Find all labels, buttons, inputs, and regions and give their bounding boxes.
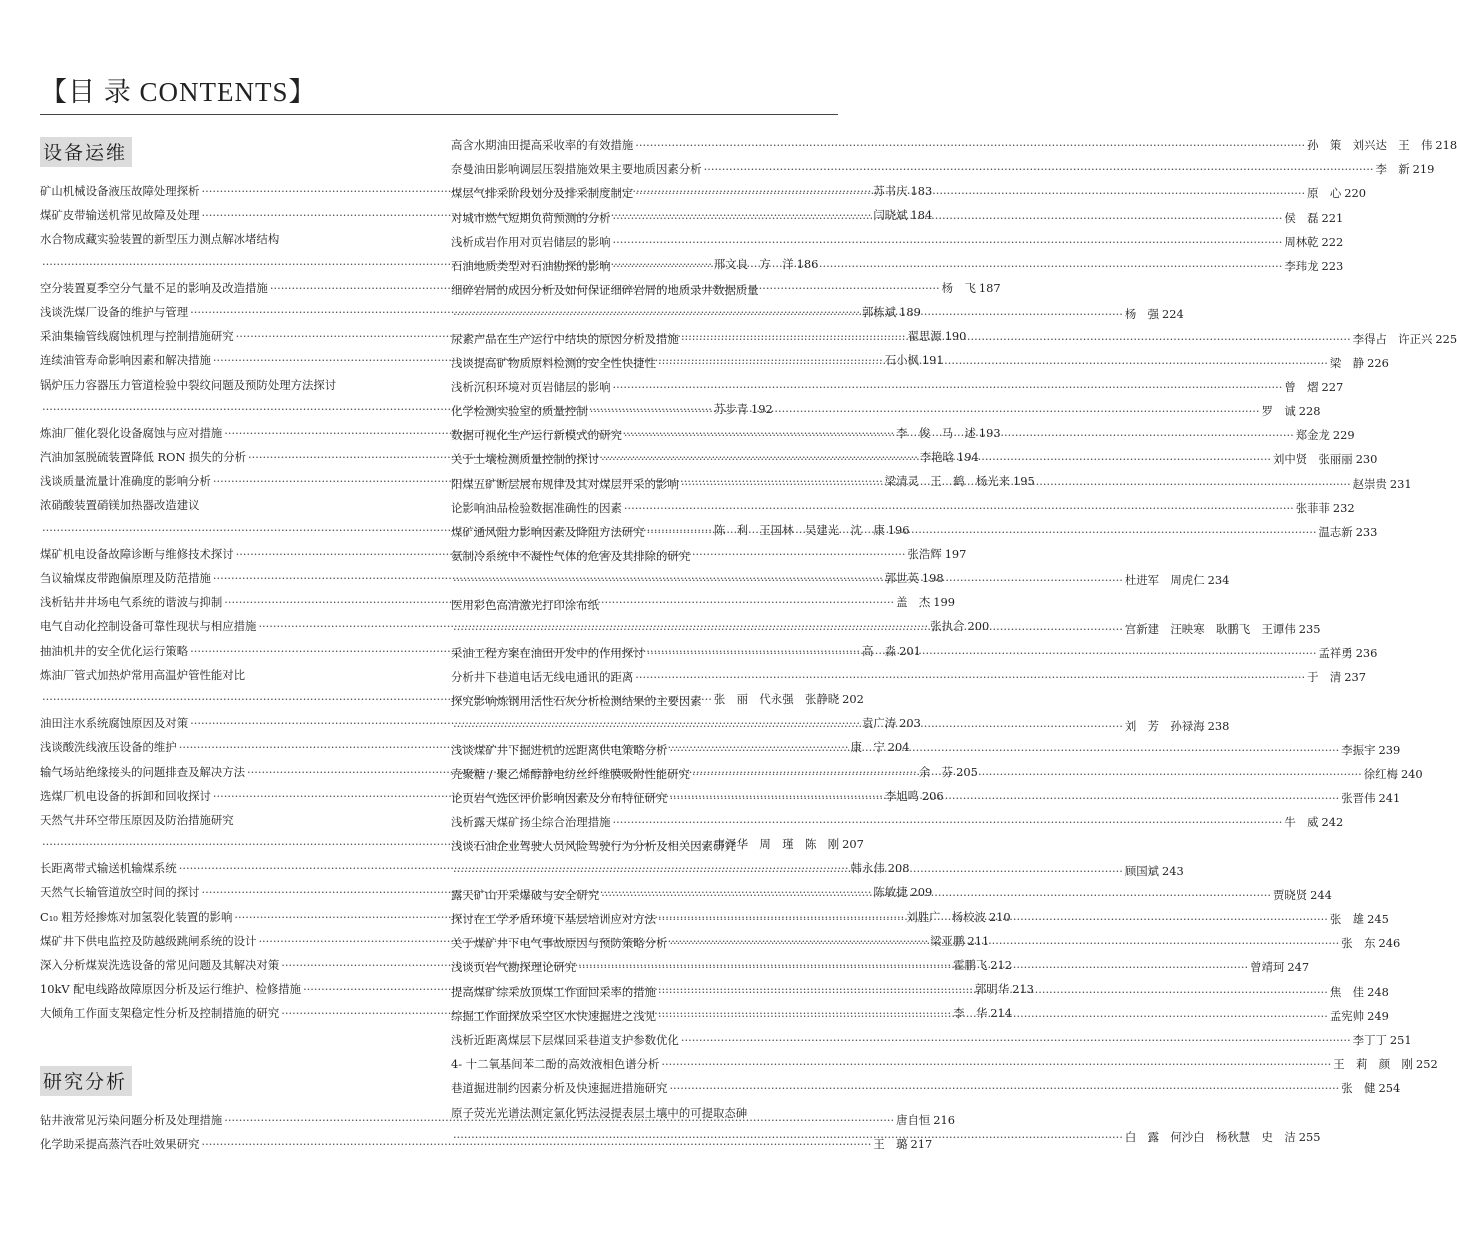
toc-entry-authors: 于 清: [1307, 670, 1342, 685]
toc-entry-authors: 李玮龙: [1284, 258, 1319, 273]
toc-entry-authors: 刘胜广 杨校波: [906, 909, 986, 924]
toc-entry-page: 236: [1355, 645, 1378, 660]
toc-entry-authors: 李得占 许正兴: [1352, 331, 1433, 346]
toc-entry-page: 235: [1298, 621, 1321, 636]
toc-entry-page: 208: [887, 861, 910, 876]
toc-entry-title: 采油工程方案在油田开发中的作用探讨: [451, 645, 645, 660]
toc-entry[interactable]: [451, 1028, 1412, 1052]
toc-entry-page: 201: [899, 643, 921, 658]
toc-entry-title: 高含水期油田提高采收率的有效措施: [451, 138, 634, 152]
toc-entry-page: 214: [990, 1006, 1012, 1021]
toc-entry-authors: 温志新: [1318, 525, 1353, 539]
dot-leader: [601, 883, 1271, 907]
toc-entry-title: 浅谈洗煤厂设备的维护与管理: [40, 304, 189, 319]
toc-entry-page: 246: [1378, 936, 1401, 951]
toc-entry-page: 249: [1367, 1008, 1389, 1023]
toc-entry-title: 浅析钻井井场电气系统的谐波与抑制: [40, 595, 223, 610]
dot-leader: [601, 447, 1271, 471]
toc-entry[interactable]: [451, 496, 1355, 520]
toc-entry-title: 探讨在工学矛盾环境下基层培训应对方法: [451, 912, 657, 926]
toc-entry-page: 228: [1298, 404, 1321, 419]
toc-entry[interactable]: [40, 856, 910, 880]
toc-entry-authors: 苏书庆: [873, 184, 908, 198]
toc-entry-authors: 郑金龙: [1295, 428, 1330, 443]
toc-entry-title: 连续油管寿命影响因素和解决措施: [40, 353, 211, 368]
toc-entry-authors: 李 华: [953, 1006, 988, 1021]
toc-entry-title: 深入分析煤炭洗选设备的常见问题及其解决对策: [40, 958, 280, 972]
toc-entry-title: 氨制冷系统中不凝性气体的危害及其排除的研究: [451, 549, 691, 564]
dot-leader: [453, 714, 1123, 738]
toc-entry-title: 抽油机井的安全优化运行策略: [40, 643, 189, 658]
toc-entry-title: 水合物成藏实验装置的新型压力测点解冰堵结构: [40, 232, 280, 247]
dot-leader: [669, 931, 1339, 955]
toc-entry-authors: 韦泽华 周 瑾 陈 刚: [713, 837, 840, 852]
toc-entry-page: 192: [751, 401, 773, 416]
toc-entry-page: 222: [1321, 234, 1344, 249]
toc-entry-page: 210: [988, 909, 1011, 924]
toc-entry-authors: 梁 静: [1329, 355, 1365, 370]
toc-entry-title: 浓硝酸装置硝镁加热器改造建议: [40, 498, 200, 513]
toc-entry-authors: 孙 策 刘兴达 王 伟: [1307, 138, 1433, 152]
toc-entry-page: 245: [1367, 912, 1389, 926]
toc-entry[interactable]: [40, 1132, 933, 1156]
toc-entry-authors: 焦 佳: [1329, 984, 1365, 999]
toc-entry-page: 238: [1207, 718, 1230, 733]
toc-entry-authors: 徐红梅: [1363, 766, 1398, 781]
dot-leader: [658, 980, 1328, 1004]
toc-entry-page: 237: [1344, 670, 1367, 685]
toc-entry[interactable]: [451, 254, 1344, 278]
toc-entry-authors: 霍鹏飞: [953, 958, 988, 972]
dot-leader: [635, 181, 1305, 205]
section-heading-research: 研究分析: [40, 1066, 132, 1096]
dot-leader: [624, 423, 1294, 447]
toc-entry-page: 252: [1415, 1057, 1438, 1072]
toc-entry-page: 199: [933, 595, 956, 610]
toc-entry-page: 203: [899, 716, 921, 731]
toc-entry-title: 长距离带式输送机输煤系统: [40, 861, 177, 876]
toc-entry-authors: 杨 强: [1124, 307, 1160, 322]
toc-entry-authors: 曾 熠: [1284, 379, 1319, 394]
toc-entry-page: 212: [990, 958, 1012, 972]
toc-entry-page: 191: [921, 353, 944, 368]
toc-entry-page: 241: [1378, 791, 1401, 806]
dot-leader: [647, 641, 1317, 665]
toc-entry-title: 阳煤五矿断层展布规律及其对煤层开采的影响: [451, 476, 679, 491]
toc-entry[interactable]: [40, 711, 921, 735]
toc-entry-authors: 梁清灵 王 鹤 杨光来: [884, 474, 1011, 489]
toc-entry-title: 浅谈石油企业驾驶人员风险驾驶行为分析及相关因素研究: [451, 839, 736, 854]
dot-leader: [612, 375, 1282, 399]
toc-entry-page: 226: [1367, 355, 1389, 370]
toc-entry-authors: 曾靖珂: [1250, 960, 1285, 975]
toc-entry-title: 浅析露天煤矿扬尘综合治理措施: [451, 815, 611, 830]
dot-leader: [681, 1028, 1351, 1052]
toc-entry-page: 248: [1367, 984, 1389, 999]
toc-entry-title: 浅谈煤矿井下掘进机的远距离供电策略分析: [451, 742, 668, 757]
toc-entry-title: 巷道掘进制约因素分析及快速掘进措施研究: [451, 1081, 668, 1096]
toc-entry-title: 浅谈提高矿物质原料检测的安全性快捷性: [451, 355, 657, 370]
toc-entry-title: 天然气井环空带压原因及防治措施研究: [40, 812, 234, 827]
toc-entry-title: 奈曼油田影响调层压裂措施效果主要地质因素分析: [451, 162, 702, 177]
toc-entry-authors: 高 淼: [861, 643, 897, 658]
toc-entry-title: 露天矿山开采爆破与安全研究: [451, 887, 600, 902]
toc-entry-authors: 孟宪帅: [1329, 1008, 1365, 1023]
toc-entry-page: 196: [887, 522, 910, 537]
toc-entry-title: 浅谈酸洗线液压设备的维护: [40, 740, 177, 755]
toc-entry-page: 227: [1321, 379, 1344, 394]
toc-entry[interactable]: [451, 230, 1344, 254]
toc-entry-page: 200: [967, 619, 990, 634]
toc-entry-title: 浅谈质量流量计准确度的影响分析: [40, 474, 211, 489]
toc-entry-authors: 刘中贤 张丽丽: [1272, 452, 1353, 467]
toc-entry-authors: 李 俊 马 述: [896, 425, 976, 440]
toc-entry-page: 255: [1298, 1129, 1321, 1144]
title-rule: [40, 114, 838, 115]
toc-entry-title: 关于煤矿井下电气事故原因与预防策略分析: [451, 936, 668, 951]
toc-entry-page: 224: [1162, 307, 1184, 322]
toc-entry-title: 电气自动化控制设备可靠性现状与相应措施: [40, 619, 257, 634]
toc-entry-page: 234: [1207, 573, 1230, 588]
toc-entry-authors: 罗 诚: [1261, 404, 1296, 419]
toc-entry-authors: 张浩辉: [907, 546, 942, 561]
toc-entry-authors: 陈敏捷: [873, 885, 908, 900]
toc-entry-authors: 刘 芳 孙禄海: [1124, 718, 1205, 733]
toc-entry-authors: 康 宁: [850, 740, 885, 755]
toc-entry-title: 炼油厂管式加热炉常用高温炉管性能对比: [40, 667, 246, 682]
toc-entry-page: 187: [978, 280, 1001, 295]
toc-entry-title: 化学助采提高蒸汽吞吐效果研究: [40, 1136, 200, 1151]
toc-entry-page: 209: [910, 885, 933, 900]
toc-entry-authors: 陈 利 王国林 吴建光 沈 康: [713, 522, 885, 537]
dot-leader: [612, 810, 1282, 834]
toc-entry-title: 壳聚糖 / 聚乙烯醇静电纺丝纤维膜吸附性能研究: [451, 766, 690, 781]
toc-entry-page: 239: [1378, 742, 1401, 757]
toc-entry-authors: 原 心: [1307, 186, 1342, 201]
toc-entry-page: 197: [944, 546, 967, 561]
toc-entry-title: 空分装置夏季空分气量不足的影响及改造措施: [40, 280, 268, 295]
toc-entry-authors: 李振宇: [1341, 742, 1376, 757]
toc-entry-authors: 张执合: [930, 619, 965, 634]
toc-entry-title: 选煤厂机电设备的拆卸和回收探讨: [40, 788, 211, 803]
toc-entry-authors: 郭世英: [884, 571, 919, 585]
dot-leader: [453, 568, 1123, 592]
toc-entry-page: 184: [910, 208, 933, 223]
toc-entry-page: 195: [1013, 474, 1035, 489]
toc-entry-authors: 宫新建 汪映寒 耿鹏飞 王谭伟: [1124, 621, 1296, 636]
toc-entry-page: 211: [967, 933, 990, 948]
toc-entry-authors: 余 芬: [918, 764, 954, 779]
toc-entry-title: 炼油厂催化裂化设备腐蚀与应对措施: [40, 425, 223, 440]
toc-entry-page: 229: [1332, 428, 1355, 443]
toc-entry[interactable]: [451, 157, 1435, 181]
toc-entry-authors: 杨 飞: [941, 280, 976, 295]
toc-entry-page: 231: [1389, 476, 1412, 491]
toc-entry-authors: 郭栋斌: [861, 304, 897, 319]
dot-leader: [669, 738, 1339, 762]
dot-leader: [635, 133, 1305, 157]
toc-entry-title: 原子荧光光谱法测定氯化钙法浸提表层土壤中的可提取态砷: [451, 1105, 748, 1120]
dot-leader: [612, 230, 1282, 254]
toc-entry-title: 煤矿皮带输送机常见故障及处理: [40, 208, 200, 223]
toc-entry[interactable]: [451, 665, 1367, 689]
toc-entry-authors: 周林乾: [1284, 234, 1319, 249]
toc-entry-title: 煤矿机电设备故障诊断与维修技术探讨: [40, 546, 234, 561]
toc-entry-authors: 唐自恒: [896, 1112, 931, 1127]
toc-entry-authors: 贾晓贤: [1272, 887, 1308, 902]
toc-entry-page: 251: [1389, 1032, 1412, 1047]
toc-entry-authors: 梁亚鹏: [930, 933, 965, 948]
dot-leader: [590, 399, 1260, 423]
toc-entry-title: 尿素产品在生产运行中结块的原因分析及措施: [451, 331, 679, 346]
toc-entry-authors: 孟祥勇: [1318, 645, 1353, 660]
toc-entry-title: 锅炉压力容器压力管道检验中裂纹问题及预防处理方法探讨: [40, 377, 337, 392]
toc-entry-page: 254: [1378, 1081, 1401, 1096]
toc-entry-authors: 王 璐: [873, 1136, 908, 1151]
toc-entry-authors: 张 丽 代永强 张静晓: [713, 691, 840, 706]
dot-leader: [669, 1076, 1339, 1100]
toc-entry-authors: 张 东: [1341, 936, 1376, 951]
dot-leader: [681, 327, 1351, 351]
toc-entry-page: 233: [1355, 525, 1378, 539]
toc-entry-page: 247: [1287, 960, 1310, 975]
toc-entry-authors: 张 健: [1341, 1081, 1376, 1096]
toc-entry-title: 采油集输管线腐蚀机理与控制措施研究: [40, 329, 234, 344]
toc-entry-title: 油田注水系统腐蚀原因及对策: [40, 716, 189, 731]
toc-entry-title: 汽油加氢脱硫装置降低 RON 损失的分析: [40, 450, 246, 465]
dot-leader: [453, 859, 1123, 883]
dot-leader: [453, 617, 1123, 641]
toc-entry-title: 大倾角工作面支架稳定性分析及控制措施的研究: [40, 1006, 280, 1021]
toc-entry-title: C₁₀ 粗芳烃掺炼对加氢裂化装置的影响: [40, 909, 233, 924]
toc-entry-authors: 郭明华: [974, 982, 1010, 997]
toc-entry-page: 183: [910, 184, 933, 198]
toc-entry-title: 输气场站绝缘接头的问题排查及解决方法: [40, 764, 246, 779]
dot-leader: [635, 665, 1305, 689]
toc-entry-authors: 闫晓斌: [873, 208, 908, 223]
toc-entry-title: 提高煤矿综采放顶煤工作面回采率的措施: [451, 984, 657, 999]
toc-entry-title: 浅析近距离煤层下层煤回采巷道支护参数优化: [451, 1032, 679, 1047]
dot-leader: [612, 206, 1282, 230]
toc-entry-title: 煤层气排采阶段划分及排采制度制定: [451, 186, 634, 201]
toc-entry-authors: 侯 磊: [1284, 210, 1319, 225]
toc-entry-authors: 张 雄: [1329, 912, 1365, 926]
dot-leader: [453, 1125, 1123, 1149]
toc-entry-page: 193: [978, 425, 1001, 440]
toc-entry-page: 207: [842, 837, 864, 852]
toc-entry-authors: 张菲菲: [1295, 500, 1330, 515]
toc-entry-authors: 李丁丁: [1352, 1032, 1387, 1047]
toc-entry-page: 202: [842, 691, 864, 706]
toc-entry-title: 浅析成岩作用对页岩储层的影响: [451, 234, 611, 249]
toc-entry-title: 矿山机械设备液压故障处理探析: [40, 184, 200, 198]
toc-entry-title: 综掘工作面探放采空区水快速掘进之浅见: [451, 1008, 657, 1023]
toc-entry-title: 对城市燃气短期负荷预测的分析: [451, 210, 611, 225]
toc-entry-title: 石油地质类型对石油勘探的影响: [451, 258, 611, 273]
toc-entry-authors: 赵崇贵: [1352, 476, 1387, 491]
toc-entry-title: 天然气长输管道放空时间的探讨: [40, 885, 200, 900]
toc-entry-page: 204: [887, 740, 910, 755]
toc-entry-page: 190: [944, 329, 967, 344]
toc-entry-page: 240: [1400, 766, 1423, 781]
toc-entry-page: 218: [1435, 138, 1457, 152]
toc-entry-page: 186: [796, 256, 819, 271]
toc-entry-page: 242: [1321, 815, 1344, 830]
toc-entry[interactable]: [451, 1076, 1401, 1100]
toc-entry-authors: 李艳晗: [919, 450, 955, 465]
toc-entry-title: 探究影响炼钢用活性石灰分析检测结果的主要因素: [451, 694, 702, 709]
toc-entry-authors: 邢文良 方 洋: [713, 256, 794, 271]
toc-entry[interactable]: [40, 614, 990, 638]
dot-leader: [453, 302, 1123, 326]
toc-entry-authors: 石小枫: [884, 353, 919, 368]
toc-entry-authors: 李 新: [1375, 162, 1410, 177]
toc-entry-page: 194: [957, 450, 979, 465]
toc-entry[interactable]: [40, 300, 921, 324]
toc-entry-authors: 顾国斌: [1124, 863, 1160, 878]
section-heading-operations: 设备运维: [40, 137, 132, 167]
dot-leader: [647, 520, 1317, 544]
toc-entry-page: 219: [1412, 162, 1435, 177]
toc-entry-title: 刍议输煤皮带跑偏原理及防范措施: [40, 571, 211, 585]
toc-entry-title: 浅析沉积环境对页岩储层的影响: [451, 379, 611, 394]
toc-entry[interactable]: [451, 399, 1321, 423]
toc-entry-authors: 盖 杰: [896, 595, 931, 610]
dot-leader: [661, 1052, 1331, 1076]
toc-entry[interactable]: [451, 133, 1457, 157]
toc-entry-title: 分析井下巷道电话无线电通讯的距离: [451, 670, 634, 685]
toc-entry-authors: 王 莉 颜 刚: [1333, 1057, 1413, 1072]
toc-entry-page: 220: [1344, 186, 1367, 201]
toc-entry-authors: 杜进军 周虎仁: [1124, 573, 1205, 588]
toc-entry-title: 医用彩色高清激光打印涂布纸: [451, 597, 600, 612]
toc-entry-authors: 苏步青: [713, 401, 749, 416]
dot-leader: [658, 1004, 1328, 1028]
toc-entry-authors: 牛 威: [1284, 815, 1319, 830]
toc-entry-authors: 张晋伟: [1341, 791, 1376, 806]
toc-entry-title: 浅谈页岩气勘探理论研究: [451, 960, 577, 975]
toc-entry-title: 4- 十二氧基间苯二酚的高效液相色谱分析: [451, 1057, 660, 1072]
page-title: 【目 录 CONTENTS】: [40, 77, 317, 107]
toc-entry-title: 数据可视化生产运行新模式的研究: [451, 428, 622, 443]
toc-entry[interactable]: [451, 1052, 1438, 1076]
toc-entry-title: 钻井液常见污染问题分析及处理措施: [40, 1112, 223, 1127]
toc-entry-authors: 韩永伟: [850, 861, 885, 876]
toc-entry-page: 198: [921, 571, 944, 585]
toc-entry-authors: 翟思源: [907, 329, 942, 344]
dot-leader: [658, 907, 1328, 931]
toc-entry-authors: 白 露 何沙白 杨秋慧 史 洁: [1124, 1129, 1296, 1144]
toc-entry-page: 221: [1321, 210, 1344, 225]
dot-leader: [578, 955, 1248, 979]
toc-entry-page: 217: [910, 1136, 933, 1151]
toc-entry-page: 232: [1332, 500, 1355, 515]
toc-entry-page: 213: [1012, 982, 1034, 997]
toc-entry-title: 论页岩气选区评价影响因素及分布特征研究: [451, 791, 668, 806]
toc-entry-page: 243: [1162, 863, 1184, 878]
dot-leader: [624, 496, 1294, 520]
dot-leader: [704, 157, 1374, 181]
dot-leader: [669, 786, 1339, 810]
toc-entry-title: 化学检测实验室的质量控制: [451, 404, 588, 419]
toc-entry-authors: 袁广涛: [861, 716, 897, 731]
toc-entry-page: 225: [1435, 331, 1457, 346]
dot-leader: [692, 762, 1362, 786]
toc-entry-title: 煤矿通风阻力影响因素及降阻方法研究: [451, 525, 645, 539]
toc-entry-page: 244: [1310, 887, 1332, 902]
dot-leader: [681, 472, 1351, 496]
toc-entry-page: 206: [921, 788, 944, 803]
toc-entry-page: 189: [899, 304, 921, 319]
toc-entry-page: 216: [933, 1112, 956, 1127]
toc-entry-page: 223: [1321, 258, 1344, 273]
dot-leader: [612, 254, 1282, 278]
toc-entry-title: 煤矿井下供电监控及防越级跳闸系统的设计: [40, 933, 257, 948]
toc-entry[interactable]: [40, 566, 944, 590]
toc-entry-page: 205: [956, 764, 978, 779]
toc-entry[interactable]: [451, 375, 1344, 399]
dot-leader: [658, 351, 1328, 375]
toc-entry-authors: 李旭鸣: [884, 788, 919, 803]
toc-entry[interactable]: [451, 810, 1344, 834]
toc-entry-title: 10kV 配电线路故障原因分析及运行维护、检修措施: [40, 982, 302, 997]
toc-entry-page: 230: [1355, 452, 1378, 467]
toc-entry-title: 细碎岩屑的成因分析及如何保证细碎岩屑的地质录井数据质量: [451, 283, 759, 298]
toc-entry-title: 论影响油品检验数据准确性的因素: [451, 500, 622, 515]
toc-entry-title: 关于土壤检测质量控制的探讨: [451, 452, 600, 467]
